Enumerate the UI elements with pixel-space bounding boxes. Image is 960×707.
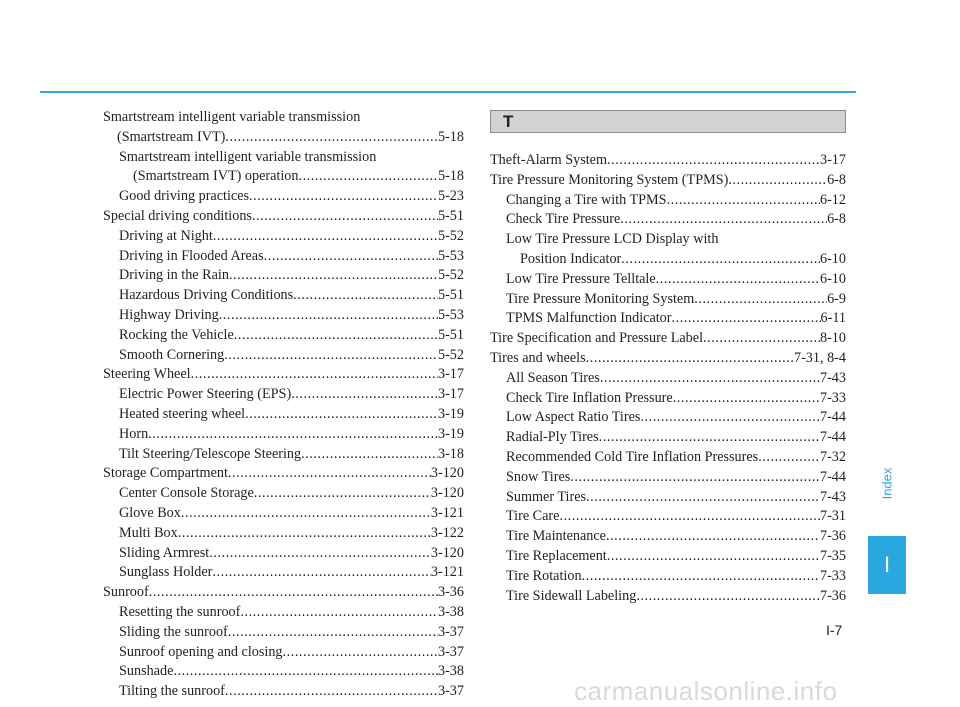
index-entry [103,286,464,306]
entry-term: Hazardous Driving Conditions [119,287,294,304]
entry-term: Sliding Armrest [119,544,210,561]
entry-term: Check Tire Inflation Pressure [506,389,673,406]
index-entry [103,445,464,465]
entry-term: Heated steering wheel [119,405,246,422]
index-entry [103,643,464,663]
entry-term: Highway Driving [119,306,219,323]
leader-dots [191,365,438,385]
leader-dots [607,151,820,171]
index-entry [103,504,464,524]
index-entry [490,329,846,349]
entry-term: Low Tire Pressure Telltale [506,270,656,287]
leader-dots [264,247,438,267]
leader-dots [599,428,820,448]
entry-term: All Season Tires [506,369,600,386]
entry-page: 7-43 [819,488,846,505]
index-entry [103,484,464,504]
entry-page: 7-44 [819,468,846,485]
index-entry [490,547,846,567]
entry-term: Tire Rotation [506,567,582,584]
leader-dots [209,544,431,564]
entry-term: Tire Maintenance [506,528,606,545]
leader-dots [234,326,438,346]
index-entry [103,405,464,425]
index-entry [490,349,846,369]
leader-dots [301,445,438,465]
entry-term: Sunroof opening and closing [119,643,283,660]
entry-term: Tire Specification and Pressure Label [490,330,704,347]
entry-term: Rocking the Vehicle [119,326,234,343]
entry-term: Storage Compartment [103,465,228,482]
index-entry [103,227,464,247]
entry-term: (Smartstream IVT) operation [133,168,299,185]
leader-dots [293,286,438,306]
leader-dots [559,507,820,527]
leader-dots [228,464,431,484]
entry-term: Sunroof [103,584,149,601]
entry-term: Center Console Storage [119,485,254,502]
entry-page: 3-120 [430,465,464,482]
index-entry [490,389,846,409]
entry-term: Sunshade [119,663,174,680]
entry-term: Radial-Ply Tires [506,429,599,446]
leader-dots [600,369,820,389]
entry-term: Changing a Tire with TPMS [506,191,667,208]
index-entry [103,266,464,286]
entry-page: 7-32 [819,448,846,465]
index-entry [103,524,464,544]
entry-page: 3-18 [437,445,464,462]
entry-page: 5-53 [437,306,464,323]
entry-page: 8-10 [819,330,846,347]
index-entry [103,563,464,583]
leader-dots [640,408,820,428]
entry-page: 7-43 [819,369,846,386]
leader-dots [173,662,438,682]
page-number: I-7 [826,622,843,638]
leader-dots [229,266,438,286]
entry-page: 7-31 [819,508,846,525]
leader-dots [148,425,438,445]
entry-page: 5-51 [437,326,464,343]
index-entry [103,207,464,227]
entry-term: Multi Box [119,524,178,541]
entry-term: Low Tire Pressure LCD Display with [506,231,719,248]
entry-page: 3-120 [430,544,464,561]
leader-dots [672,309,821,329]
entry-page: 6-8 [827,171,846,188]
entry-page: 5-23 [437,188,464,205]
index-entry [490,527,846,547]
entry-page: 3-19 [437,425,464,442]
entry-term: Theft-Alarm System [490,152,608,168]
entry-term: Resetting the sunroof [119,603,241,620]
leader-dots [667,191,820,211]
index-tab-label: Index [879,467,895,500]
index-entry [490,468,846,488]
leader-dots [298,167,438,187]
index-entry [490,270,846,290]
index-column-left [103,108,464,702]
index-entry [490,151,846,171]
entry-page: 6-8 [827,211,846,228]
entry-term: Tire Pressure Monitoring System (TPMS) [490,171,729,188]
index-entry [103,247,464,267]
leader-dots [758,448,820,468]
entry-term: Recommended Cold Tire Inflation Pressures [506,448,759,465]
watermark: carmanualsonline.info [574,676,838,706]
index-entry [103,365,464,385]
entry-term: Low Aspect Ratio Tires [506,409,641,426]
entry-term: Electric Power Steering (EPS) [119,386,292,403]
leader-dots [181,504,431,524]
index-entry [490,488,846,508]
index-entry [490,171,846,191]
entry-term: Sliding the sunroof [119,623,228,640]
index-entry [103,148,464,188]
entry-page: 6-10 [819,270,846,287]
index-entry [103,108,464,148]
entry-term: Driving in the Rain [119,267,229,284]
index-entry [490,567,846,587]
index-entry [103,464,464,484]
index-entry [103,623,464,643]
index-entry [490,369,846,389]
leader-dots [249,187,438,207]
entry-page: 5-51 [437,287,464,304]
leader-dots [291,385,438,405]
entry-term: Glove Box [119,504,181,521]
entry-page: 3-120 [430,485,464,502]
entry-term: Tires and wheels [490,349,586,366]
index-entry [490,587,846,607]
entry-term: Tire Care [506,508,560,525]
entry-page: 6-11 [820,310,846,327]
entry-term: Summer Tires [506,488,587,505]
entry-term: Smooth Cornering [119,346,225,363]
index-entry [103,544,464,564]
entry-term: Good driving practices [119,188,250,205]
entry-term: Tilting the sunroof [119,683,225,700]
leader-dots [620,210,827,230]
entry-page: 7-33 [819,389,846,406]
entry-page: 5-18 [437,168,464,185]
entry-term: Tilt Steering/Telescope Steering [119,445,302,462]
index-entry [490,507,846,527]
entry-page: 3-37 [437,623,464,640]
index-entry [490,428,846,448]
section-header-t: T [490,110,846,133]
leader-dots [621,250,820,270]
entry-page: 3-38 [437,603,464,620]
leader-dots [636,587,820,607]
index-entry [490,448,846,468]
entry-term: Special driving conditions [103,207,252,224]
leader-dots [225,128,438,148]
entry-page: 3-17 [437,386,464,403]
entry-term: Tire Pressure Monitoring System [506,290,695,307]
index-entry [103,682,464,702]
leader-dots [225,682,438,702]
index-entry [490,191,846,211]
entry-page: 3-122 [430,524,464,541]
entry-page: 5-51 [437,207,464,224]
entry-page: 7-36 [819,528,846,545]
entry-page: 5-52 [437,227,464,244]
entry-page: 6-10 [819,250,846,267]
leader-dots [582,567,820,587]
leader-dots [728,171,827,191]
entry-term: Snow Tires [506,468,571,485]
leader-dots [586,488,820,508]
leader-dots [213,227,438,247]
entry-term: Horn [119,425,149,442]
index-entry [103,326,464,346]
entry-page: 3-38 [437,663,464,680]
leader-dots [570,468,820,488]
entry-term: TPMS Malfunction Indicator [506,310,672,327]
entry-page: 5-52 [437,346,464,363]
leader-dots [149,583,438,603]
leader-dots [252,207,438,227]
entry-term: Driving at Night [119,227,213,244]
leader-dots [656,270,820,290]
entry-page: 7-31, 8-4 [793,349,846,366]
index-entry [103,306,464,326]
entry-page: 3-17 [437,366,464,383]
entry-page: 3-121 [430,564,464,581]
leader-dots [586,349,794,369]
index-entry [103,583,464,603]
entry-term: Smartstream intelligent variable transmission [103,109,361,125]
entry-page: 3-17 [819,152,846,168]
index-tab-letter: I [868,536,906,594]
entry-page: 6-12 [819,191,846,208]
leader-dots [219,306,438,326]
entry-term: Smartstream intelligent variable transmission [119,148,377,165]
entry-term: Driving in Flooded Areas [119,247,264,264]
index-entry [103,385,464,405]
entry-page: 7-33 [819,567,846,584]
leader-dots [228,623,438,643]
entry-page: 7-44 [819,409,846,426]
entry-page: 3-36 [437,584,464,601]
entry-page: 3-37 [437,643,464,660]
leader-dots [606,527,820,547]
entry-page: 7-44 [819,429,846,446]
entry-page: 3-19 [437,405,464,422]
leader-dots [240,603,438,623]
leader-dots [178,524,431,544]
leader-dots [224,346,438,366]
entry-page: 5-52 [437,267,464,284]
index-entry [490,290,846,310]
header-rule [40,91,856,93]
index-entry [103,425,464,445]
leader-dots [607,547,820,567]
leader-dots [694,290,827,310]
leader-dots [703,329,820,349]
index-entry [490,230,846,270]
entry-page: 6-9 [827,290,846,307]
index-entry [103,662,464,682]
index-column-right [490,108,846,606]
entry-term: (Smartstream IVT) [117,128,226,145]
leader-dots [245,405,438,425]
index-entry [490,408,846,428]
index-entry [103,187,464,207]
entry-term: Position Indicator [520,250,622,267]
leader-dots [283,643,438,663]
leader-dots [254,484,431,504]
entry-term: Steering Wheel [103,366,191,383]
index-list-t [490,151,846,606]
leader-dots [673,389,820,409]
index-entry [103,603,464,623]
entry-page: 7-35 [819,547,846,564]
index-entry [103,346,464,366]
entry-term: Check Tire Pressure [506,211,621,228]
index-entry [490,309,846,329]
entry-page: 7-36 [819,587,846,604]
entry-term: Sunglass Holder [119,564,213,581]
entry-page: 5-53 [437,247,464,264]
entry-page: 3-121 [430,504,464,521]
entry-page: 5-18 [437,128,464,145]
entry-term: Tire Sidewall Labeling [506,587,637,604]
entry-term: Tire Replacement [506,547,607,564]
entry-page: 3-37 [437,683,464,700]
index-entry [490,210,846,230]
leader-dots [212,563,430,583]
